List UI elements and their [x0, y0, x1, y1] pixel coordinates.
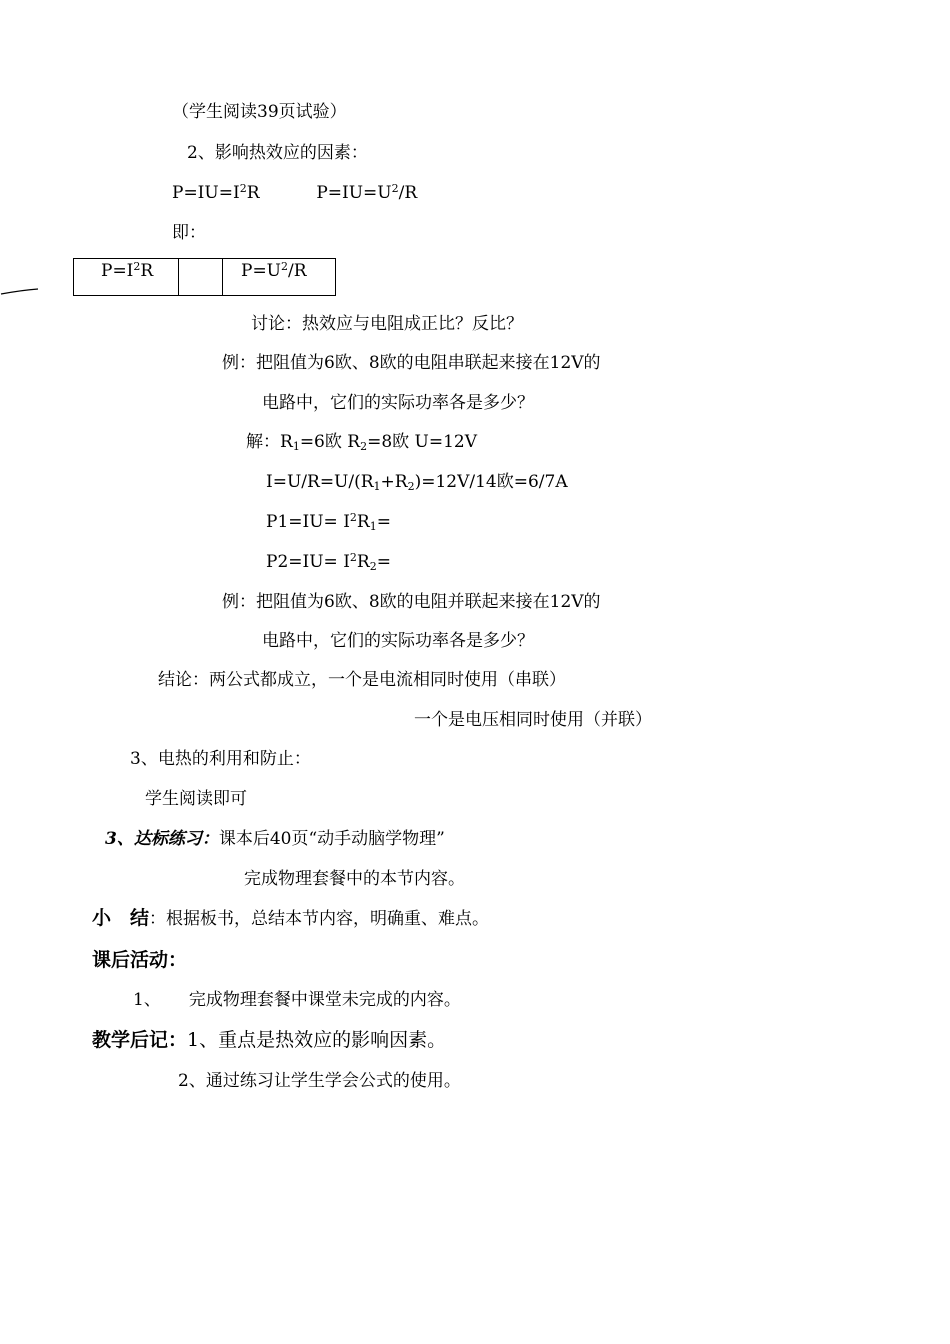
after-class-item-1 — [133, 989, 461, 1011]
section-3-reading — [145, 788, 247, 810]
p2-exponent: 2 — [349, 551, 357, 564]
teaching-notes-label: 教学后记： — [92, 1029, 188, 1051]
pen-stroke-mark — [0, 285, 42, 301]
box-right-part: /R — [288, 261, 307, 281]
box-left-exponent: 2 — [133, 260, 141, 273]
formula-1-exponent: 2 — [239, 182, 247, 195]
practice-line-2 — [244, 868, 465, 890]
conclusion-line-2 — [414, 709, 652, 731]
solution-part: 解：R — [246, 432, 293, 452]
current-part: +R — [380, 472, 408, 492]
box-right-part: P=U — [241, 261, 282, 281]
formula-line — [172, 182, 417, 204]
subscript-2: 2 — [369, 560, 377, 573]
subscript-2: 2 — [360, 440, 368, 453]
discussion-text: 讨论：热效应与电阻成正比？反比？ — [251, 314, 523, 334]
ji-text: 即： — [172, 223, 206, 243]
box-left-part: P=I — [101, 261, 134, 281]
p2-calc — [266, 551, 391, 573]
section-2-title — [187, 142, 368, 164]
current-part: I=U/R=U/(R — [266, 472, 374, 492]
p1-part: = — [376, 512, 391, 532]
formula-1-part: R — [246, 183, 260, 203]
p2-part: = — [376, 552, 391, 572]
ji-label — [172, 222, 206, 244]
section-3-title — [130, 748, 311, 770]
solution-part: =8欧 U=12V — [367, 432, 478, 452]
summary-label: 小 结 — [92, 907, 150, 929]
p1-part: R — [356, 512, 370, 532]
example-1-line-1 — [222, 352, 601, 374]
practice-text-2: 完成物理套餐中的本节内容。 — [244, 869, 465, 889]
p1-exponent: 2 — [349, 511, 357, 524]
formula-2-part: /R — [398, 183, 418, 203]
reading-note-text: （学生阅读39页试验） — [172, 102, 347, 122]
example-1-line-2 — [262, 392, 534, 414]
after-class-item-number: 1、 — [133, 990, 161, 1010]
table-cell-middle — [179, 259, 223, 296]
teaching-notes-line-2 — [178, 1070, 461, 1092]
p1-part: P1=IU= I — [266, 512, 350, 532]
reading-note — [172, 101, 347, 123]
box-left-part: R — [140, 261, 154, 281]
subscript-1: 1 — [373, 480, 381, 493]
conclusion-text: 结论：两公式都成立，一个是电流相同时使用（串联） — [158, 670, 566, 690]
solution-part: =6欧 R — [299, 432, 361, 452]
solution-given — [246, 431, 477, 453]
formula-2-part: P=IU=U — [316, 183, 392, 203]
teaching-notes-text: 1、重点是热效应的影响因素。 — [187, 1029, 447, 1051]
summary-text: ：根据板书，总结本节内容，明确重、难点。 — [149, 909, 490, 929]
teaching-notes-text-2: 2、通过练习让学生学会公式的使用。 — [178, 1071, 461, 1091]
discussion-line — [251, 313, 523, 335]
current-part: )=12V/14欧=6/7A — [414, 472, 568, 492]
teaching-notes-line-1 — [92, 1029, 446, 1052]
summary-line — [92, 907, 489, 930]
example-2-line-1 — [222, 591, 601, 613]
section-2-title-text: 2、影响热效应的因素： — [187, 143, 368, 163]
subscript-1: 1 — [369, 520, 377, 533]
subscript-1: 1 — [292, 440, 300, 453]
practice-text: 课本后40页“动手动脑学物理” — [218, 829, 445, 849]
example-2-line-2 — [262, 630, 534, 652]
p1-calc — [266, 511, 391, 533]
formula-comparison-table — [73, 258, 336, 296]
table-cell-left — [74, 259, 179, 296]
example-2-text: 例：把阻值为6欧、8欧的电阻并联起来接在12V的 — [222, 592, 601, 612]
table-cell-right — [223, 259, 336, 296]
p2-part: P2=IU= I — [266, 552, 350, 572]
conclusion-line-1 — [158, 669, 566, 691]
section-3-title-text: 3、电热的利用和防止： — [130, 749, 311, 769]
formula-1-part: P=IU=I — [172, 183, 240, 203]
p2-part: R — [356, 552, 370, 572]
section-3-reading-text: 学生阅读即可 — [145, 789, 247, 809]
subscript-2: 2 — [407, 480, 415, 493]
example-1-text: 例：把阻值为6欧、8欧的电阻串联起来接在12V的 — [222, 353, 601, 373]
example-2-text: 电路中，它们的实际功率各是多少？ — [262, 631, 534, 651]
practice-label: 3、达标练习： — [105, 829, 219, 849]
formula-2-exponent: 2 — [391, 182, 399, 195]
example-1-text: 电路中，它们的实际功率各是多少？ — [262, 393, 534, 413]
box-right-exponent: 2 — [281, 260, 289, 273]
after-class-heading-text: 课后活动： — [92, 949, 188, 971]
conclusion-text: 一个是电压相同时使用（并联） — [414, 710, 652, 730]
current-calc — [266, 471, 568, 493]
after-class-item-text: 完成物理套餐中课堂未完成的内容。 — [188, 990, 461, 1010]
after-class-heading — [92, 949, 187, 971]
practice-line — [105, 828, 445, 850]
